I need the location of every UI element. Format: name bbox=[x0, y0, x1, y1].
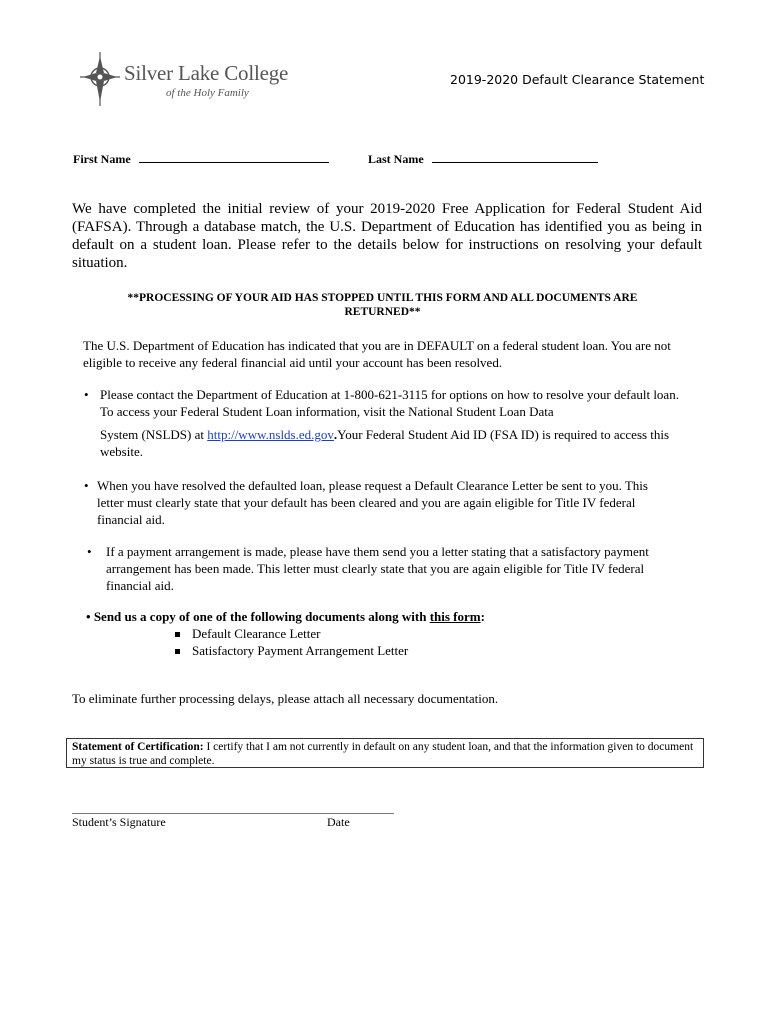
resolved-loan-bullet bbox=[84, 477, 674, 528]
bullet-dot: • bbox=[87, 544, 92, 559]
logo-tagline: of the Holy Family bbox=[166, 87, 249, 99]
certification-box bbox=[66, 738, 704, 768]
date-label: Date bbox=[327, 815, 350, 829]
document-title: 2019-2020 Default Clearance Statement bbox=[450, 72, 705, 87]
first-name-blank[interactable] bbox=[139, 151, 329, 163]
first-name-label: First Name bbox=[73, 152, 131, 166]
nslds-link[interactable]: http://www.nslds.ed.gov bbox=[207, 427, 334, 442]
bullet-dot: • bbox=[84, 478, 89, 493]
this-form-emphasis: this form bbox=[429, 609, 481, 624]
last-name-blank[interactable] bbox=[432, 151, 598, 163]
last-name-field[interactable] bbox=[368, 150, 598, 168]
contact-text-nslds: System (NSLDS) at bbox=[100, 427, 208, 442]
arrangement-text: If a payment arrangement is made, please have them send you a letter stating that a satisfactory payment arrangement has been made. This letter must clearly state that you are again eligible for Title IV federal financial aid. bbox=[106, 544, 649, 593]
last-name-label: Last Name bbox=[368, 152, 424, 166]
processing-stopped-notice: **PROCESSING OF YOUR AID HAS STOPPED UNTIL THIS FORM AND ALL DOCUMENTS ARE RETURNED** bbox=[127, 292, 638, 318]
send-documents-heading: • Send us a copy of one of the following documents along with this form: bbox=[86, 609, 485, 624]
payment-arrangement-bullet bbox=[87, 543, 690, 594]
first-name-field[interactable] bbox=[73, 150, 329, 168]
signature-line[interactable] bbox=[72, 813, 394, 814]
square-bullet-icon bbox=[175, 649, 180, 654]
list-item: Satisfactory Payment Arrangement Letter bbox=[175, 643, 408, 659]
contact-text: Please contact the Department of Education at 1-800-621-3115 for options on how to resolve your default loan. To access your Federal Student Loan information, visit the National Student Loan Data bbox=[100, 387, 679, 419]
eliminate-delays-text: To eliminate further processing delays, please attach all necessary documentation. bbox=[72, 691, 499, 706]
certification-label: Statement of Certification: bbox=[72, 741, 204, 753]
college-logo bbox=[80, 50, 300, 108]
list-item: Default Clearance Letter bbox=[175, 626, 320, 642]
default-status-paragraph: The U.S. Department of Education has indicated that you are in DEFAULT on a federal student loan. You are not eligible to receive any federal financial aid until your account has been resolved. bbox=[83, 338, 671, 370]
compass-star-icon bbox=[80, 50, 120, 108]
bullet-dot: • bbox=[84, 387, 89, 402]
certification-text: I certify that I am not currently in default on any student loan, and that the information given to document my status is true and complete. bbox=[72, 741, 694, 767]
student-signature-label: Student’s Signature bbox=[72, 815, 166, 829]
contact-education-bullet: • Please contact the Department of Education at 1-800-621-3115 for options on how to resolve your default loan. To access your Federal Student Loan information, visit the National Student Loan Data System (NSLDS) at http://www.nslds.ed.gov.Your Federal Student Aid ID (FSA ID) is required to access this website. bbox=[84, 386, 694, 460]
intro-paragraph: We have completed the initial review of your 2019-2020 Free Application for Federal Student Aid (FAFSA). Through a database match, the U.S. Department of Education has identified you as being in default on a student loan. Please refer to the details below for instructions on resolving your default situation. bbox=[72, 201, 702, 271]
resolved-text: When you have resolved the defaulted loan, please request a Default Clearance Letter be sent to you. This letter must clearly state that your default has been cleared and you are again eligible for Title IV federal financial aid. bbox=[97, 478, 648, 527]
contact-text-fsa: Your Federal Student Aid ID (FSA ID) is required to access this website. bbox=[100, 427, 670, 459]
square-bullet-icon bbox=[175, 632, 180, 637]
logo-wordmark: Silver Lake College bbox=[124, 61, 289, 85]
